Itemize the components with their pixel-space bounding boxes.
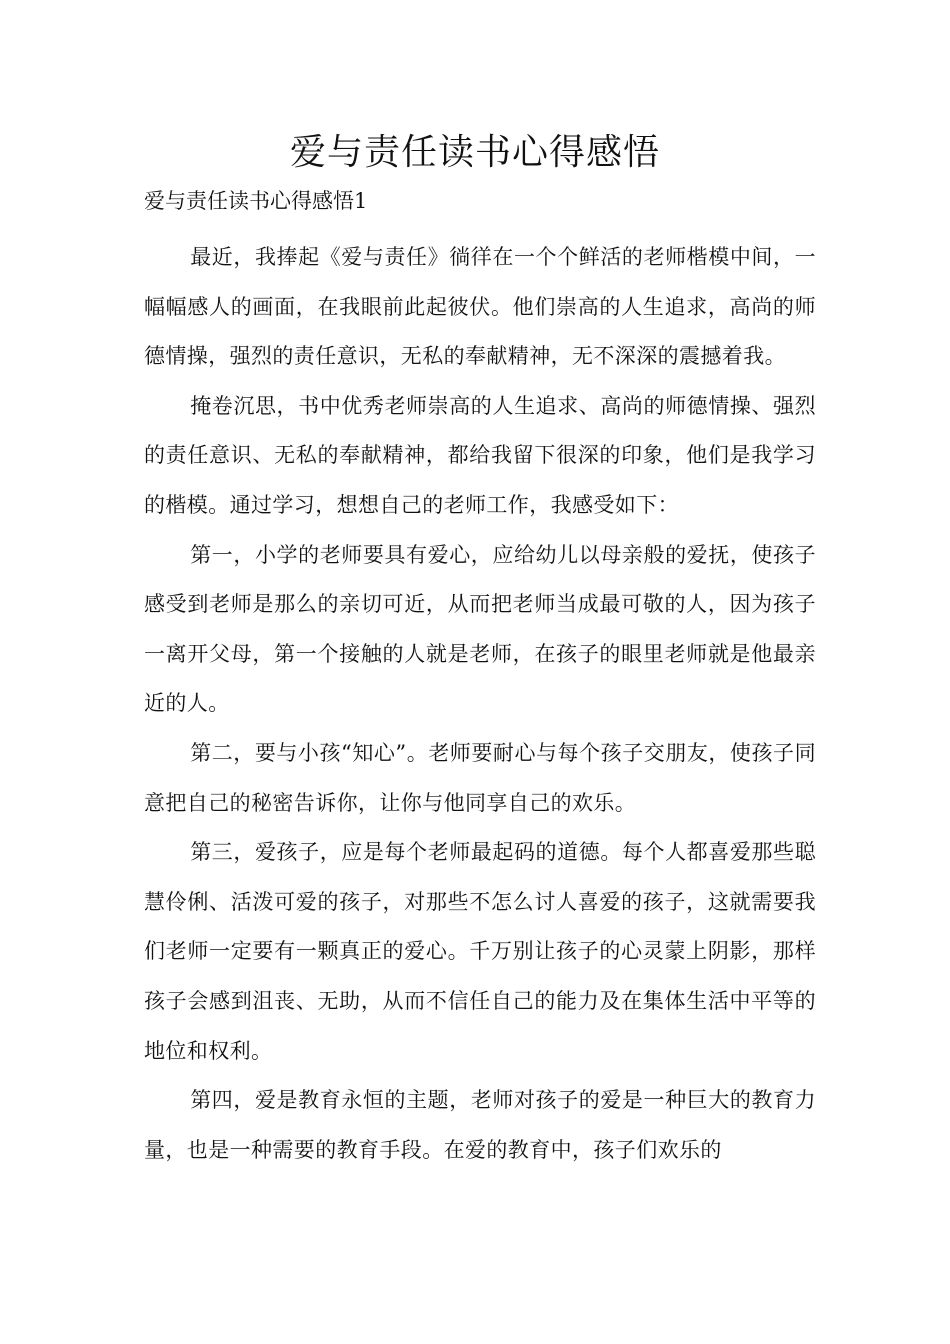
paragraph-1: 最近，我捧起《爱与责任》徜徉在一个个鲜活的老师楷模中间，一幅幅感人的画面，在我眼前此起彼伏。他们崇高的人生追求，高尚的师德情操，强烈的责任意识，无私的奉献精神，无不深深的震撼着我。: [144, 245, 816, 369]
paragraph-6: 第四，爱是教育永恒的主题，老师对孩子的爱是一种巨大的教育力量，也是一种需要的教育手段。在爱的教育中，孩子们欢乐的: [144, 1088, 816, 1162]
document-title: 爱与责任读书心得感悟: [289, 132, 660, 173]
paragraph-2: 掩卷沉思，书中优秀老师崇高的人生追求、高尚的师德情操、强烈的责任意识、无私的奉献精神，都给我留下很深的印象，他们是我学习的楷模。通过学习，想想自己的老师工作，我感受如下：: [144, 393, 816, 517]
paragraph-5: 第三，爱孩子，应是每个老师最起码的道德。每个人都喜爱那些聪慧伶俐、活泼可爱的孩子，对那些不怎么讨人喜爱的孩子，这就需要我们老师一定要有一颗真正的爱心。千万别让孩子的心灵蒙上阴影，那样孩子会感到沮丧、无助，从而不信任自己的能力及在集体生活中平等的地位和权利。: [144, 840, 816, 1063]
paragraph-3: 第一，小学的老师要具有爱心，应给幼儿以母亲般的爱抚，使孩子感受到老师是那么的亲切可近，从而把老师当成最可敬的人，因为孩子一离开父母，第一个接触的人就是老师，在孩子的眼里老师就是他最亲近的人。: [144, 542, 816, 716]
section-heading: 爱与责任读书心得感悟1: [144, 189, 368, 213]
paragraph-4: 第二，要与小孩“知心”。老师要耐心与每个孩子交朋友，使孩子同意把自己的秘密告诉你，让你与他同享自己的欢乐。: [144, 740, 816, 815]
document-body: [144, 233, 816, 1175]
